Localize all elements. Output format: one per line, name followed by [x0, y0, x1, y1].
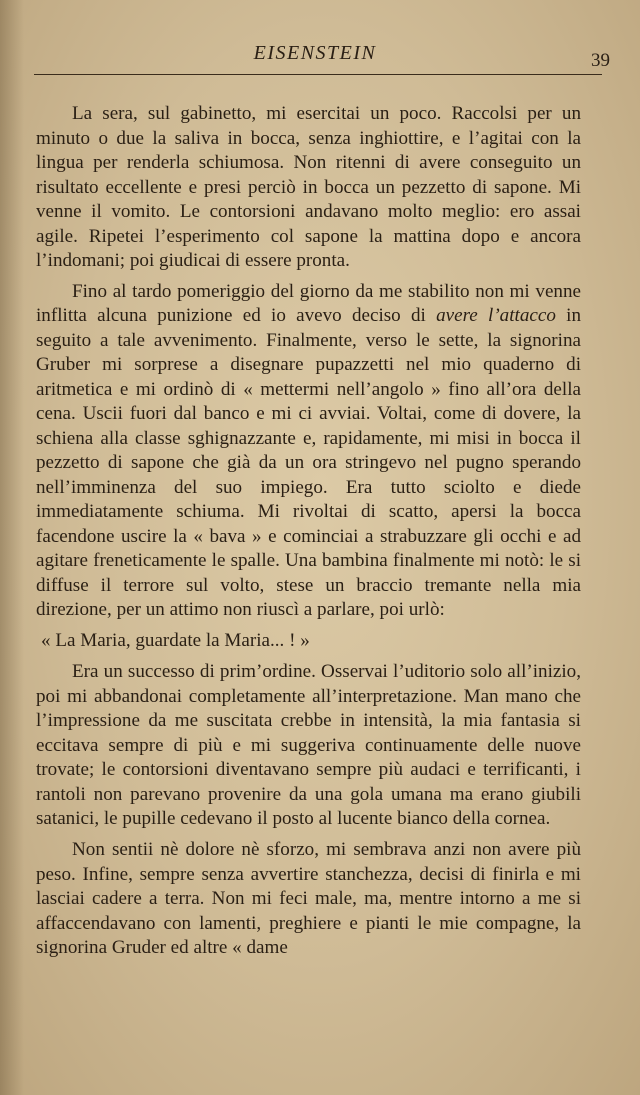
- text-span: Era un successo di prim’ordine. Osservai l’uditorio solo all’inizio, poi mi abbandonai completamente all’interpretazione. Man mano che l’impressione da me suscitata crebbe in intensità, la mia fantasia si eccitava sempre di più e mi suggeriva continuamente delle nuove trovate; le contorsioni diventavano sempre più audaci e terrificanti, i rantoli non parevano provenire da una gola umana ma erano giubili satanici, le pupille cedevano il posto al lucente bianco della cornea.: [36, 661, 581, 830]
- text-span: « La Maria, guardate la Maria... ! »: [41, 630, 310, 652]
- italic-span: avere l’attacco: [436, 305, 556, 327]
- running-head: EISENSTEIN: [253, 42, 377, 64]
- header-rule: [34, 74, 602, 75]
- body-text: [36, 102, 581, 967]
- text-span: in seguito a tale avvenimento. Finalmente, verso le sette, la signorina Gruber mi sorprese a disegnare pupazzetti nel mio quaderno di aritmetica e mi ordinò di « mettermi nell’angolo » fino all’ora della cena. Uscii fuori dal banco e mi ci avviai. Voltai, come di dovere, la schiena alla classe sghignazzante e, rapidamente, mi misi in bocca il pezzetto di sapone che già da un ora stringevo nel pugno sperando nell’imminenza del suo impiego. Era tutto sciolto e diede immediatamente schiuma. Mi rivoltai di scatto, apersi la bocca facendone uscire la « bava » e cominciai a strabuzzare gli occhi e ad agitare freneticamente le spalle. Una bambina finalmente mi notò: le si diffuse il terrore sul volto, stese un braccio tremante nella mia direzione, per un attimo non riuscì a parlare, poi urlò:: [36, 305, 581, 621]
- page-number: 39: [591, 50, 610, 71]
- paragraph: [36, 280, 581, 623]
- paragraph: [36, 660, 581, 832]
- text-span: Non sentii nè dolore nè sforzo, mi sembrava anzi non avere più peso. Infine, sempre senza avvertire stanchezza, decisi di finirla e mi lasciai cadere a terra. Non mi feci male, ma, mentre intorno a me si affaccendavano con lamenti, preghiere e pianti le mie compagne, la signorina Gruder ed altre « dame: [36, 839, 581, 959]
- page-gutter-shadow: [0, 0, 24, 1095]
- text-span: La sera, sul gabinetto, mi esercitai un poco. Raccolsi per un minuto o due la saliva in bocca, senza inghiottire, e l’agitai con la lingua per renderla schiumosa. Non ritenni di avere conseguito un risultato eccellente e presi perciò in bocca un pezzetto di sapone. Mi venne il vomito. Le contorsioni andavano molto meglio: ero assai agile. Ripetei l’esperimento col sapone la mattina dopo e ancora l’indomani; poi giudicai di essere pronta.: [36, 103, 581, 271]
- paragraph: [36, 838, 581, 961]
- page-header: [34, 40, 610, 80]
- quote-line: [36, 629, 581, 654]
- paragraph: [36, 102, 581, 274]
- text-span: Fino al tardo pomeriggio del giorno da me stabilito non mi venne inflitta alcuna punizione ed io avevo deciso di: [36, 280, 581, 327]
